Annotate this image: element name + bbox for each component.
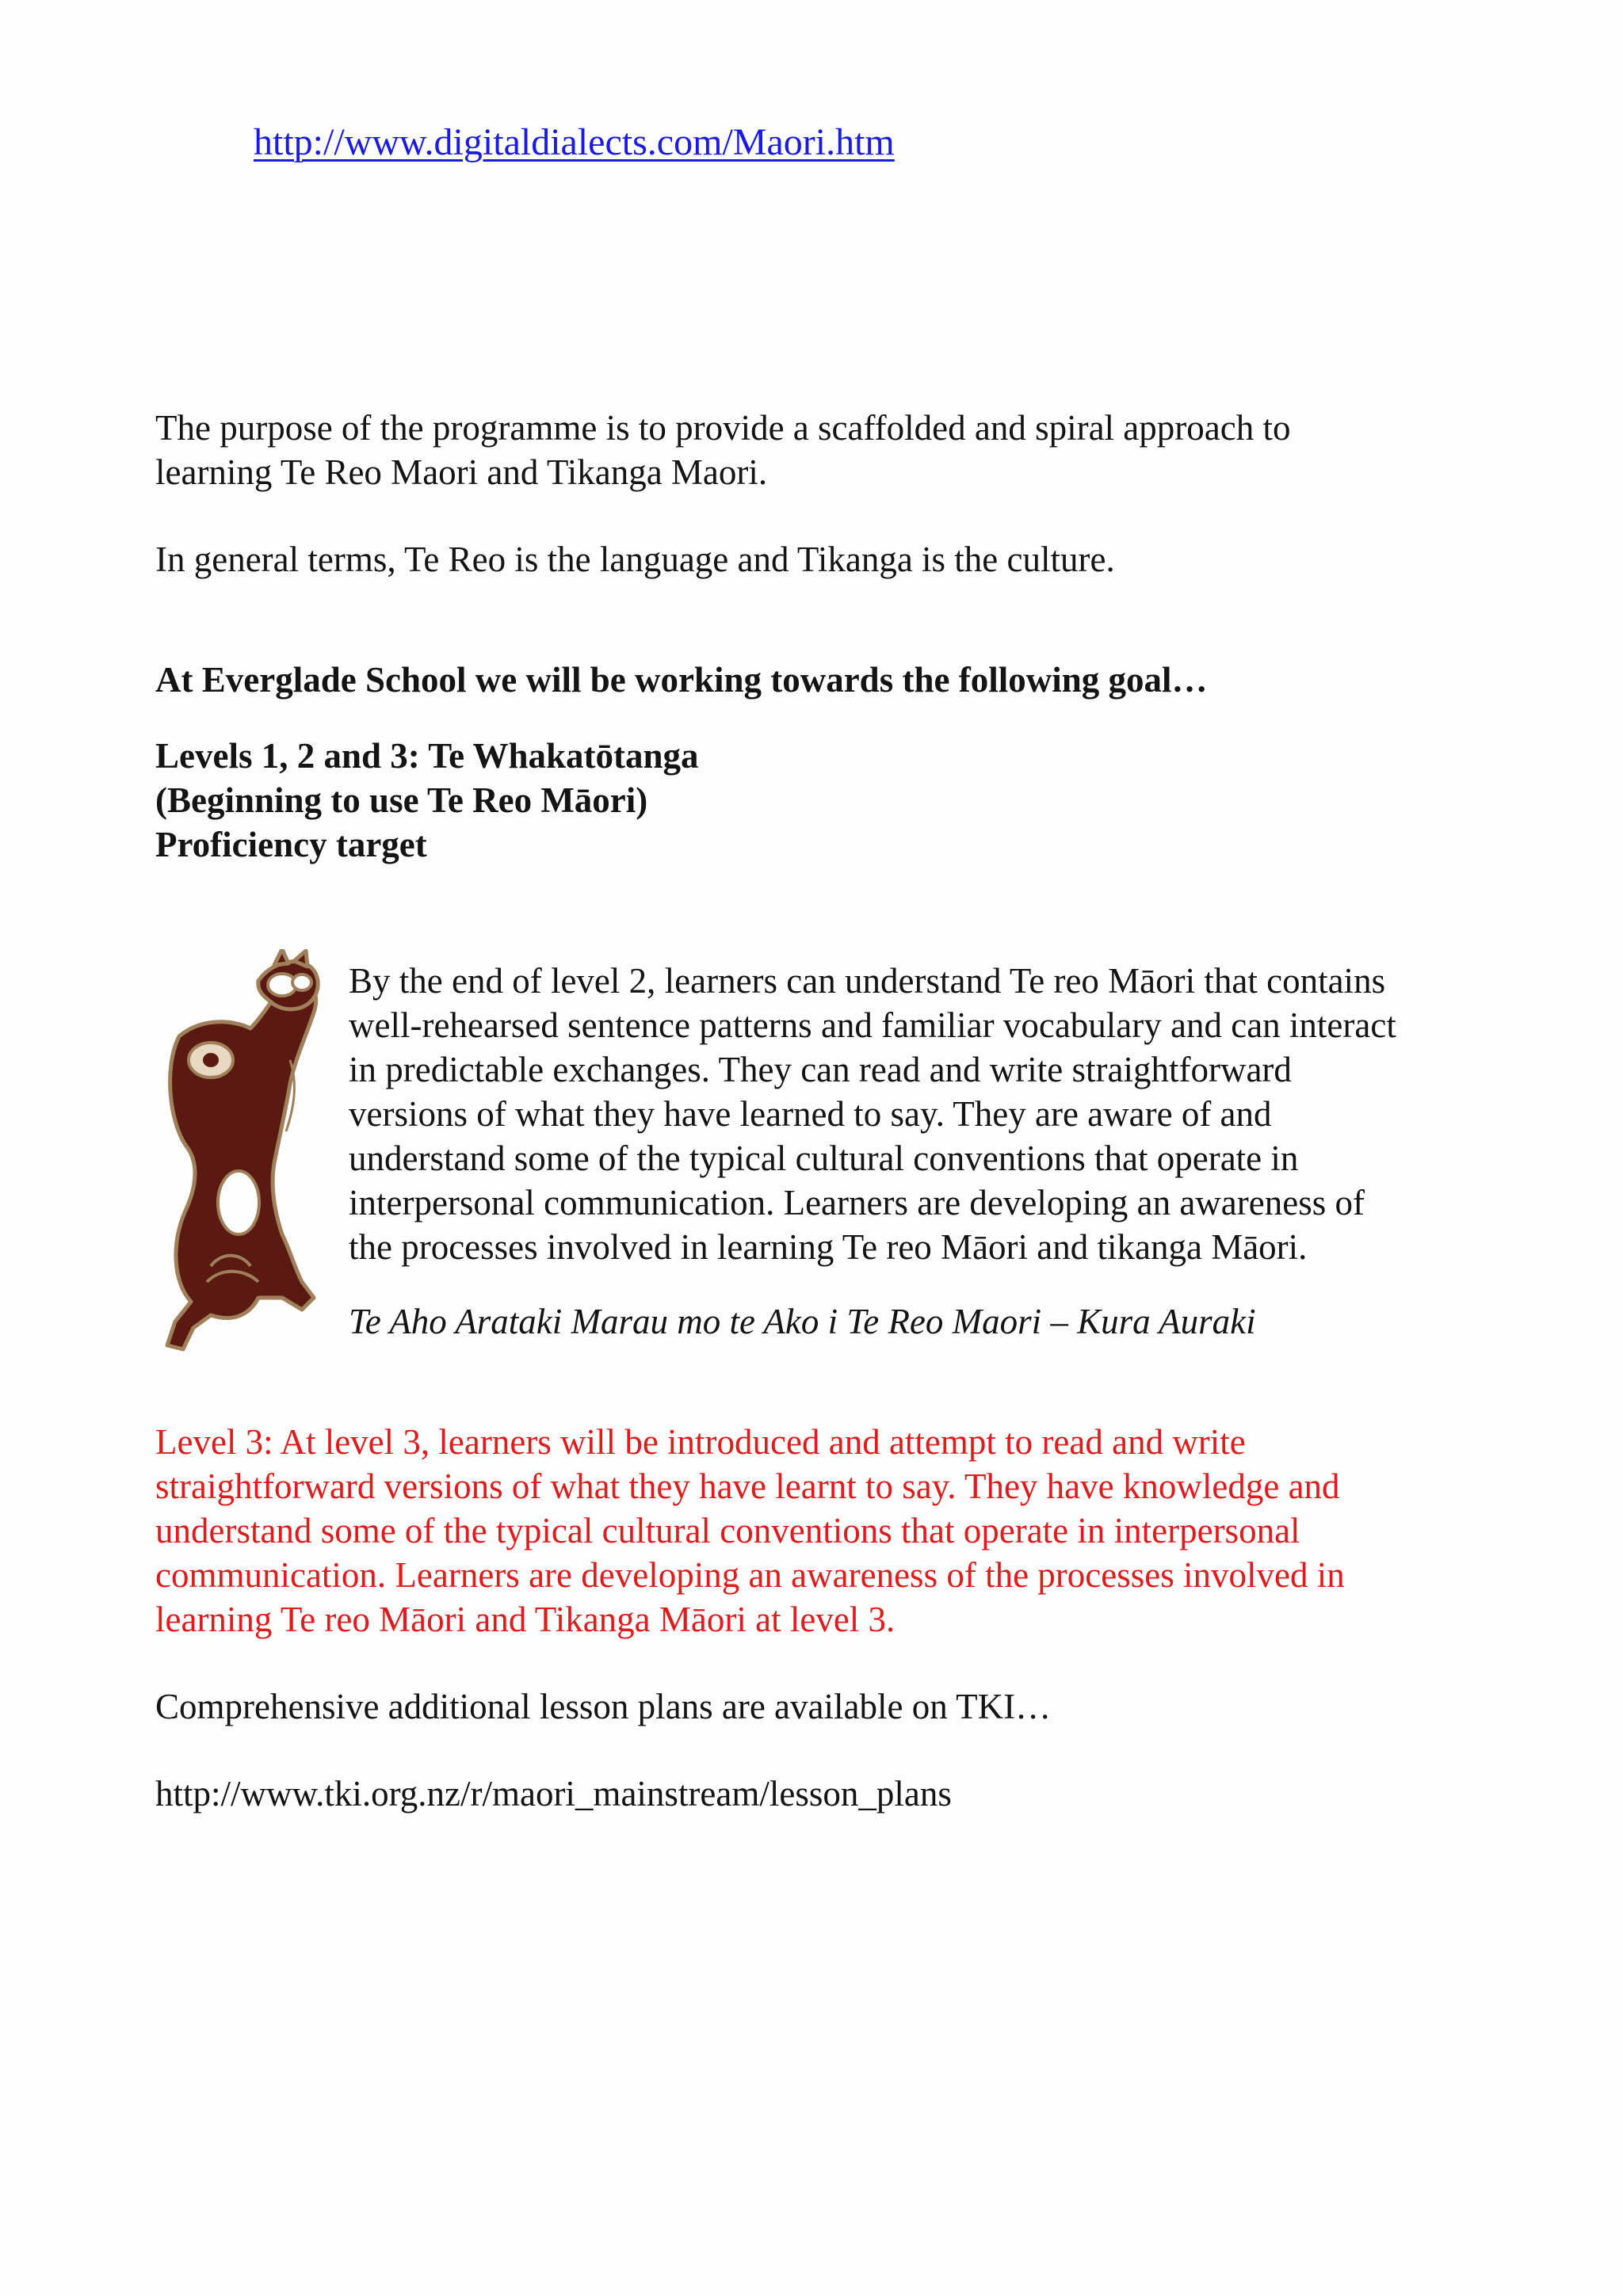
level-heading-line-1: Levels 1, 2 and 3: Te Whakatōtanga <box>155 736 699 776</box>
additional-lesson-plans-text: Comprehensive additional lesson plans are available on TKI… <box>155 1687 1052 1726</box>
quote-source: Te Aho Arataki Marau mo te Ako i Te Reo Maori – Kura Auraki <box>349 1302 1256 1341</box>
digitaldialects-link[interactable]: http://www.digitaldialects.com/Maori.htm <box>254 121 895 163</box>
level3-line-3: understand some of the typical cultural conventions that operate in interpersonal <box>155 1511 1300 1550</box>
level3-line-4: communication. Learners are developing an awareness of the processes involved in <box>155 1555 1345 1595</box>
proficiency-target-heading: Proficiency target <box>155 825 427 864</box>
purpose-line-2: learning Te Reo Maori and Tikanga Maori. <box>155 452 768 492</box>
quote-line-3: in predictable exchanges. They can read and write straightforward <box>349 1050 1292 1089</box>
level3-line-2: straightforward versions of what they have learnt to say. They have knowledge and <box>155 1466 1340 1506</box>
level3-line-5: learning Te reo Māori and Tikanga Māori at level 3. <box>155 1600 896 1639</box>
level-heading-line-2: (Beginning to use Te Reo Māori) <box>155 780 648 820</box>
level3-line-1: Level 3: At level 3, learners will be introduced and attempt to read and write <box>155 1422 1246 1462</box>
quote-line-2: well-rehearsed sentence patterns and familiar vocabulary and can interact <box>349 1005 1396 1045</box>
quote-line-7: the processes involved in learning Te reo Māori and tikanga Māori. <box>349 1227 1308 1267</box>
quote-line-4: versions of what they have learned to say. They are aware of and <box>349 1094 1272 1134</box>
tki-url-text: http://www.tki.org.nz/r/maori_mainstream/lesson_plans <box>155 1774 952 1814</box>
quote-line-1: By the end of level 2, learners can understand Te reo Māori that contains <box>349 961 1386 1001</box>
quote-line-6: interpersonal communication. Learners are developing an awareness of <box>349 1183 1365 1222</box>
goal-heading: At Everglade School we will be working towards the following goal… <box>155 660 1208 700</box>
quote-line-5: understand some of the typical cultural conventions that operate in <box>349 1138 1299 1178</box>
general-terms-text: In general terms, Te Reo is the language and Tikanga is the culture. <box>155 540 1115 579</box>
purpose-line-1: The purpose of the programme is to provide a scaffolded and spiral approach to <box>155 408 1291 448</box>
maori-carving-figure-icon <box>155 949 330 1369</box>
